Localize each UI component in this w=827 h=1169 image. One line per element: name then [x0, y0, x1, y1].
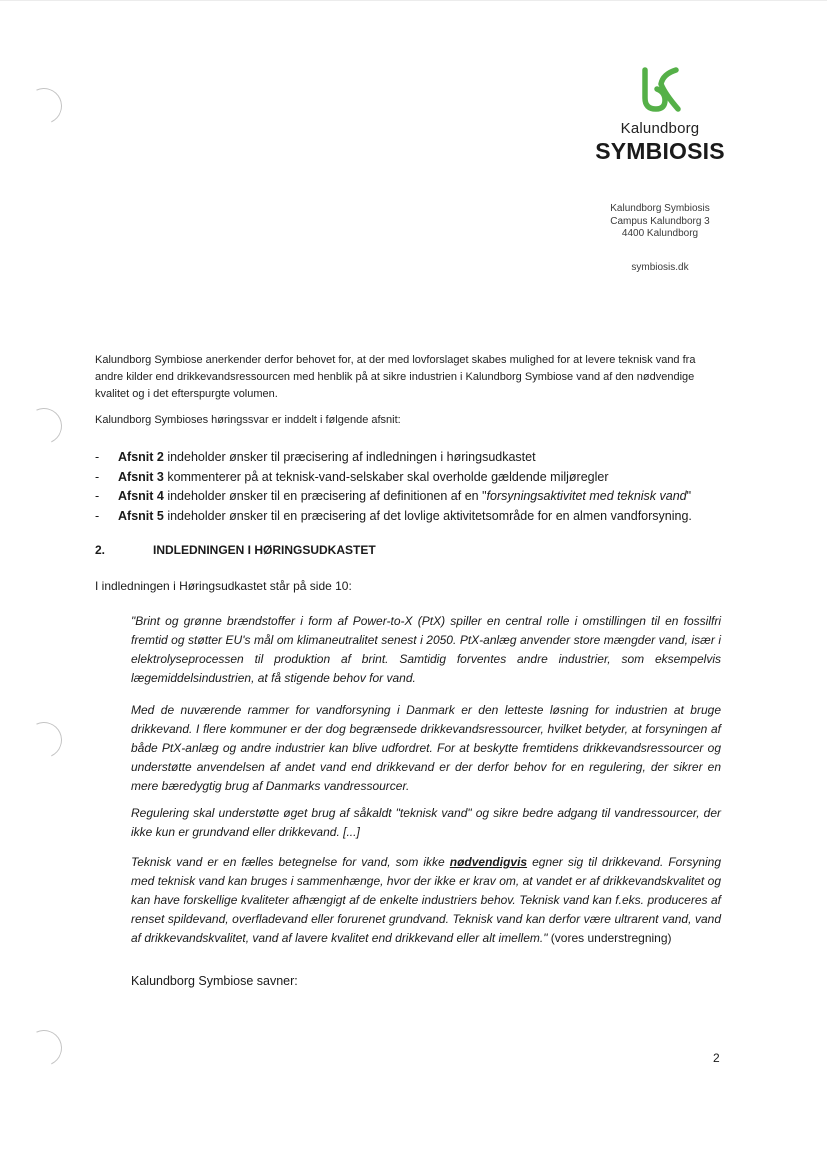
list-item: - Afsnit 3 kommenterer på at teknisk-vand-selskaber skal overholde gældende miljøregler [95, 469, 609, 484]
list-item: - Afsnit 4 indeholder ønsker til en præcisering af definitionen af en "forsyningsaktivitet med teknisk vand" [95, 489, 692, 503]
body-paragraph: Kalundborg Symbioses høringssvar er inddelt i følgende afsnit: [95, 414, 401, 426]
page-number: 2 [713, 1051, 720, 1065]
section-number: 2. [95, 543, 106, 557]
address-line: Campus Kalundborg 3 [610, 215, 710, 227]
closing-line: Kalundborg Symbiose savner: [131, 974, 298, 988]
address-block [570, 203, 750, 241]
list-item-label: Afsnit 2 [118, 450, 164, 464]
body-paragraph: Kalundborg Symbiose anerkender derfor behovet for, at der med lovforslaget skabes mulighed for at levere teknisk vand fra andre kilder end drikkevandsressourcen med henblik på at sikre industrien i Kalundborg Symbiose vand af den nødvendige kvalitet og i det efterspurgte volumen. [95, 354, 696, 400]
address-line: Kalundborg Symbiosis [610, 203, 710, 214]
punch-hole-mark [21, 1025, 67, 1071]
brand-name: Kalundborg [620, 120, 700, 137]
quote-note: (vores understregning) [547, 931, 672, 945]
list-item-text: kommenterer på at teknisk-vand-selskaber skal overholde gældende miljøregler [163, 469, 609, 484]
page-top-edge [0, 0, 827, 1]
quote-text: egner sig til drikkevand. Forsyning med teknisk vand kan bruges i sammenhænge, hvor der ikke er krav om, at vandet er af drikkevandskvalitet og kan have forskellige kvaliteter afhængigt af de enkelte industriers behov. Teknisk vand kan f.eks. produceres af renset spildevand, overfladevand eller forurenet grundvand. Teknisk vand kan derfor være ultrarent vand, vand af drikkevandskvalitet, vand af lavere kvalitet end drikkevand eller alt imellem." [131, 855, 722, 945]
list-item-text: indeholder ønsker til en præcisering af det lovlige aktivitetsområde for en almen vandforsyning. [163, 508, 692, 523]
intro-text: I indledningen i Høringsudkastet står på side 10: [95, 579, 352, 593]
section-title: INDLEDNINGEN I HØRINGSUDKASTET [153, 543, 376, 557]
quote-paragraph: "Brint og grønne brændstoffer i form af Power-to-X (PtX) spiller en central rolle i omstillingen til en fossilfri fremtid og støtter EU's mål om klimaneutralitet senest i 2050. PtX-anlæg anvender store mængder vand, især i elektrolyseprocessen til produktion af brint. Samtidig forventes andre industrier, som eksempelvis lægemiddelsindustrien, at få stigende behov for vand. [131, 614, 721, 685]
list-item: - Afsnit 5 indeholder ønsker til en præcisering af det lovlige aktivitetsområde for en almen vandforsyning. [95, 508, 692, 523]
punch-hole-mark [21, 83, 67, 129]
website: symbiosis.dk [631, 262, 689, 273]
brand-title: SYMBIOSIS [595, 138, 725, 164]
punch-hole-mark [21, 717, 67, 763]
section-list [95, 448, 735, 526]
quote-paragraph [131, 853, 721, 948]
section-heading [95, 543, 376, 557]
punch-hole-mark [21, 403, 67, 449]
list-item: - Afsnit 2 indeholder ønsker til præcisering af indledningen i høringsudkastet [95, 450, 536, 464]
list-item-label: Afsnit 4 [118, 489, 164, 503]
address-line: 4400 Kalundborg [621, 228, 699, 239]
quote-text: Teknisk vand er en fælles betegnelse for vand, som ikke [131, 855, 450, 869]
quote-paragraph: Med de nuværende rammer for vandforsyning i Danmark er den letteste løsning for industrien at bruge drikkevand. I flere kommuner er der dog begrænsede drikkevandsressourcer, hvilket betyder, at forsyningen af både PtX-anlæg og andre industrier kan blive udfordret. For at beskytte fremtidens drikkevandsressourcer og understøtte anvendelsen af andet vand end drikkevand er der derfor behov for en regulering, der sikrer en mere bæredygtig brug af Danmarks vandressourcer. [131, 703, 721, 793]
quote-paragraph: Regulering skal understøtte øget brug af såkaldt "teknisk vand" og sikre bedre adgang til vandressourcer, der ikke kun er grundvand eller drikkevand. [...] [131, 806, 721, 839]
list-item-text: indeholder ønsker til præcisering af indledningen i høringsudkastet [163, 450, 536, 464]
logo [590, 64, 730, 165]
list-item-tail: " [686, 489, 692, 503]
list-item-label: Afsnit 5 [118, 508, 164, 523]
quote-emphasis: nødvendigvis [449, 855, 528, 869]
list-item-emphasis: forsyningsaktivitet med teknisk vand [486, 489, 687, 503]
list-item-text: indeholder ønsker til en præcisering af definitionen af en " [163, 489, 487, 503]
list-item-label: Afsnit 3 [118, 469, 164, 484]
symbiosis-logo-icon [634, 64, 686, 116]
